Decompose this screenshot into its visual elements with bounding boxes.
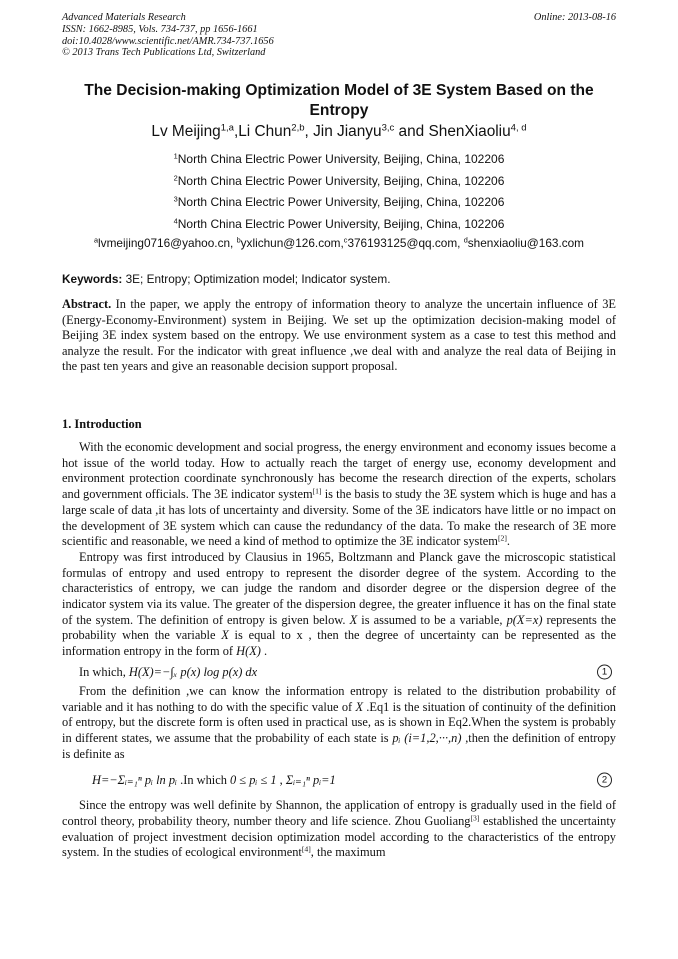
abstract-label: Abstract.: [62, 297, 112, 311]
affiliation-text: North China Electric Power University, Beijing, China, 102206: [177, 152, 505, 166]
text-run: With the economic development and social progress, the energy environment and economy issues become a hot issue of the world today. How to actually reach the target of energy use, economy development and environment protection coordinate synchronously has become the research direction of the experts, scholars and government officials. The 3E indicator system: [62, 440, 616, 502]
paragraph: [62, 684, 616, 763]
abstract: [62, 297, 616, 375]
author-affil-marker: 4, d: [510, 122, 527, 134]
journal-header: [62, 12, 616, 59]
equation-expr: H(X)=−∫ₓ p(x) log p(x) dx: [128, 664, 258, 679]
affiliation-number: 1: [173, 151, 178, 161]
math-var: X: [355, 699, 364, 714]
paragraph: [62, 440, 616, 550]
keywords-text: 3E; Entropy; Optimization model; Indicator system.: [125, 272, 391, 286]
equation-expr: H=−Σᵢ₌₁ⁿ pᵢ ln pᵢ: [92, 773, 177, 788]
equation-2: [62, 762, 616, 798]
affiliation-number: 3: [173, 194, 178, 204]
body-text: [62, 440, 616, 861]
citation-ref[interactable]: [2]: [497, 533, 507, 543]
author-name: ShenXiaoliu: [428, 123, 511, 140]
text-run: established the uncertainty evaluation of project investment decision optimization model according to the characteristics of the entropy system. In the studies of ecological environment: [62, 814, 616, 860]
affiliation-text: North China Electric Power University, Beijing, China, 102206: [177, 173, 505, 188]
math-expr: H(X): [236, 644, 261, 659]
author-affil-marker: 3,c: [381, 122, 395, 134]
paragraph: [62, 798, 616, 861]
copyright-line: © 2013 Trans Tech Publications Ltd, Switzerland: [62, 47, 266, 59]
email-address[interactable]: lvmeijing0716@yahoo.cn,: [98, 236, 237, 250]
author-affil-marker: 2,b: [291, 122, 305, 134]
author-name: Jin Jianyu: [313, 123, 382, 140]
text-run: represents the probability when the variable: [62, 612, 617, 643]
author-affil-marker: 1,a: [220, 122, 234, 134]
text-run: .Eq1 is the situation of continuity of the definition of entropy, but the discrete form is often used in practical use, as is shown in Eq2.When the system is probably in different states, we assume that the probability of each state is: [62, 699, 616, 745]
email-address[interactable]: yxlichun@126.com,: [240, 236, 344, 250]
affiliation-text: North China Electric Power University, Beijing, China, 102206: [177, 216, 505, 231]
email-marker: b: [236, 235, 241, 245]
abstract-text: In the paper, we apply the entropy of information theory to analyze the uncertain influence of 3E (Energy-Economy-Environment) system in Beijing. We set up the optimization decision-making model of Beijing 3E index system based on the entropy. We use environment system as a case to test this method and analyze the result. For the indicator with great influence ,we deal with and analyze the real data of Beijing in the past ten years and give an reasonable decision support proposal.: [62, 297, 616, 374]
text-run: is the basis to study the 3E system which is huge and has a large scale of data ,it has lots of uncertainty and diversity. Some of the 3E indicators have little or no impact on the development of 3E system which can cause the redundancy of the data. To make the research of 3E more scientific and reasonable, we need a kind of method to optimize the 3E indicator system: [62, 487, 616, 549]
text-run: ,then the definition of entropy is definite as: [62, 730, 616, 761]
paragraph: [62, 550, 616, 660]
affiliation-number: 2: [173, 173, 178, 183]
equation-1: [62, 660, 616, 684]
doi-line: doi:10.4028/www.scientific.net/AMR.734-737.1656: [62, 35, 274, 47]
text-run: is equal to x , then the degree of uncertainty can be represented as the information entropy in the form of: [62, 628, 617, 659]
text-run: ,: [276, 773, 286, 788]
text-run: .: [260, 644, 268, 659]
email-list: [62, 236, 616, 250]
equation-number: 1: [597, 664, 612, 679]
math-var: X: [221, 628, 229, 643]
author-name: Li Chun: [238, 123, 292, 140]
citation-ref[interactable]: [1]: [312, 486, 322, 496]
affiliation-number: 4: [173, 216, 178, 226]
equation-expr: 0 ≤ pᵢ ≤ 1: [230, 773, 277, 788]
section-heading: 1. Introduction: [62, 417, 142, 431]
text-run: Since the entropy was well definite by Shannon, the application of entropy is gradually used in the field of control theory, probability theory, number theory and life science. Zhou Guoliang: [62, 798, 616, 829]
text-run: Entropy was first introduced by Clausius in 1965, Boltzmann and Planck gave the microscopic statistical formulas of entropy and used entropy to represent the disorder degree of the system. According to the characteristics of entropy, we can judge the random and disorder degree or the dispersion degree of the indicator system via its value. The greater of the dispersion degree, the greater influence it has on the final state of the system. The definition of entropy is given below.: [62, 549, 616, 627]
author-name: Lv Meijing: [151, 123, 221, 140]
issn-line: ISSN: 1662-8985, Vols. 734-737, pp 1656-1661: [62, 23, 258, 35]
email-marker: a: [93, 235, 99, 245]
math-expr: pᵢ (i=1,2,···,n): [392, 730, 462, 745]
email-marker: c: [343, 235, 348, 245]
email-address[interactable]: 376193125@qq.com,: [347, 236, 464, 250]
affiliation: [62, 214, 616, 236]
keywords: [62, 272, 616, 286]
text-run: In which,: [79, 664, 129, 679]
text-run: .: [506, 534, 511, 549]
email-marker: d: [463, 235, 468, 245]
text-run: From the definition ,we can know the information entropy is related to the distribution probability of variable and it has nothing to do with the specific value of: [62, 683, 616, 714]
author-list: Lv Meijing$^{1,a}$,Li Chun$^{2,b}$, Jin Jianyu$^{3,c}$ and ShenXiaoliu$^{4, d}$: [151, 122, 527, 140]
paper-title: The Decision-making Optimization Model of 3E System Based on the Entropy: [84, 82, 594, 119]
keywords-label: Keywords:: [62, 272, 123, 286]
math-expr: p(X=x): [506, 612, 543, 627]
text-run: is assumed to be a variable,: [357, 612, 507, 627]
journal-name: Advanced Materials Research: [62, 12, 186, 23]
citation-ref[interactable]: [3]: [470, 813, 480, 823]
math-var: X: [349, 612, 358, 627]
text-run: .In which: [177, 773, 230, 788]
email-address[interactable]: shenxiaoliu@163.com: [467, 236, 585, 250]
affiliation: [62, 149, 616, 171]
affiliation-text: North China Electric Power University, Beijing, China, 102206: [177, 195, 505, 209]
affiliation: [62, 171, 616, 193]
equation-number: 2: [597, 773, 612, 788]
text-run: , the maximum: [310, 845, 386, 860]
citation-ref[interactable]: [4]: [301, 844, 311, 854]
equation-expr: Σᵢ₌₁ⁿ pᵢ=1: [285, 773, 336, 788]
online-date: Online: 2013-08-16: [533, 12, 616, 23]
affiliation-list: [62, 149, 616, 235]
affiliation: [62, 192, 616, 214]
